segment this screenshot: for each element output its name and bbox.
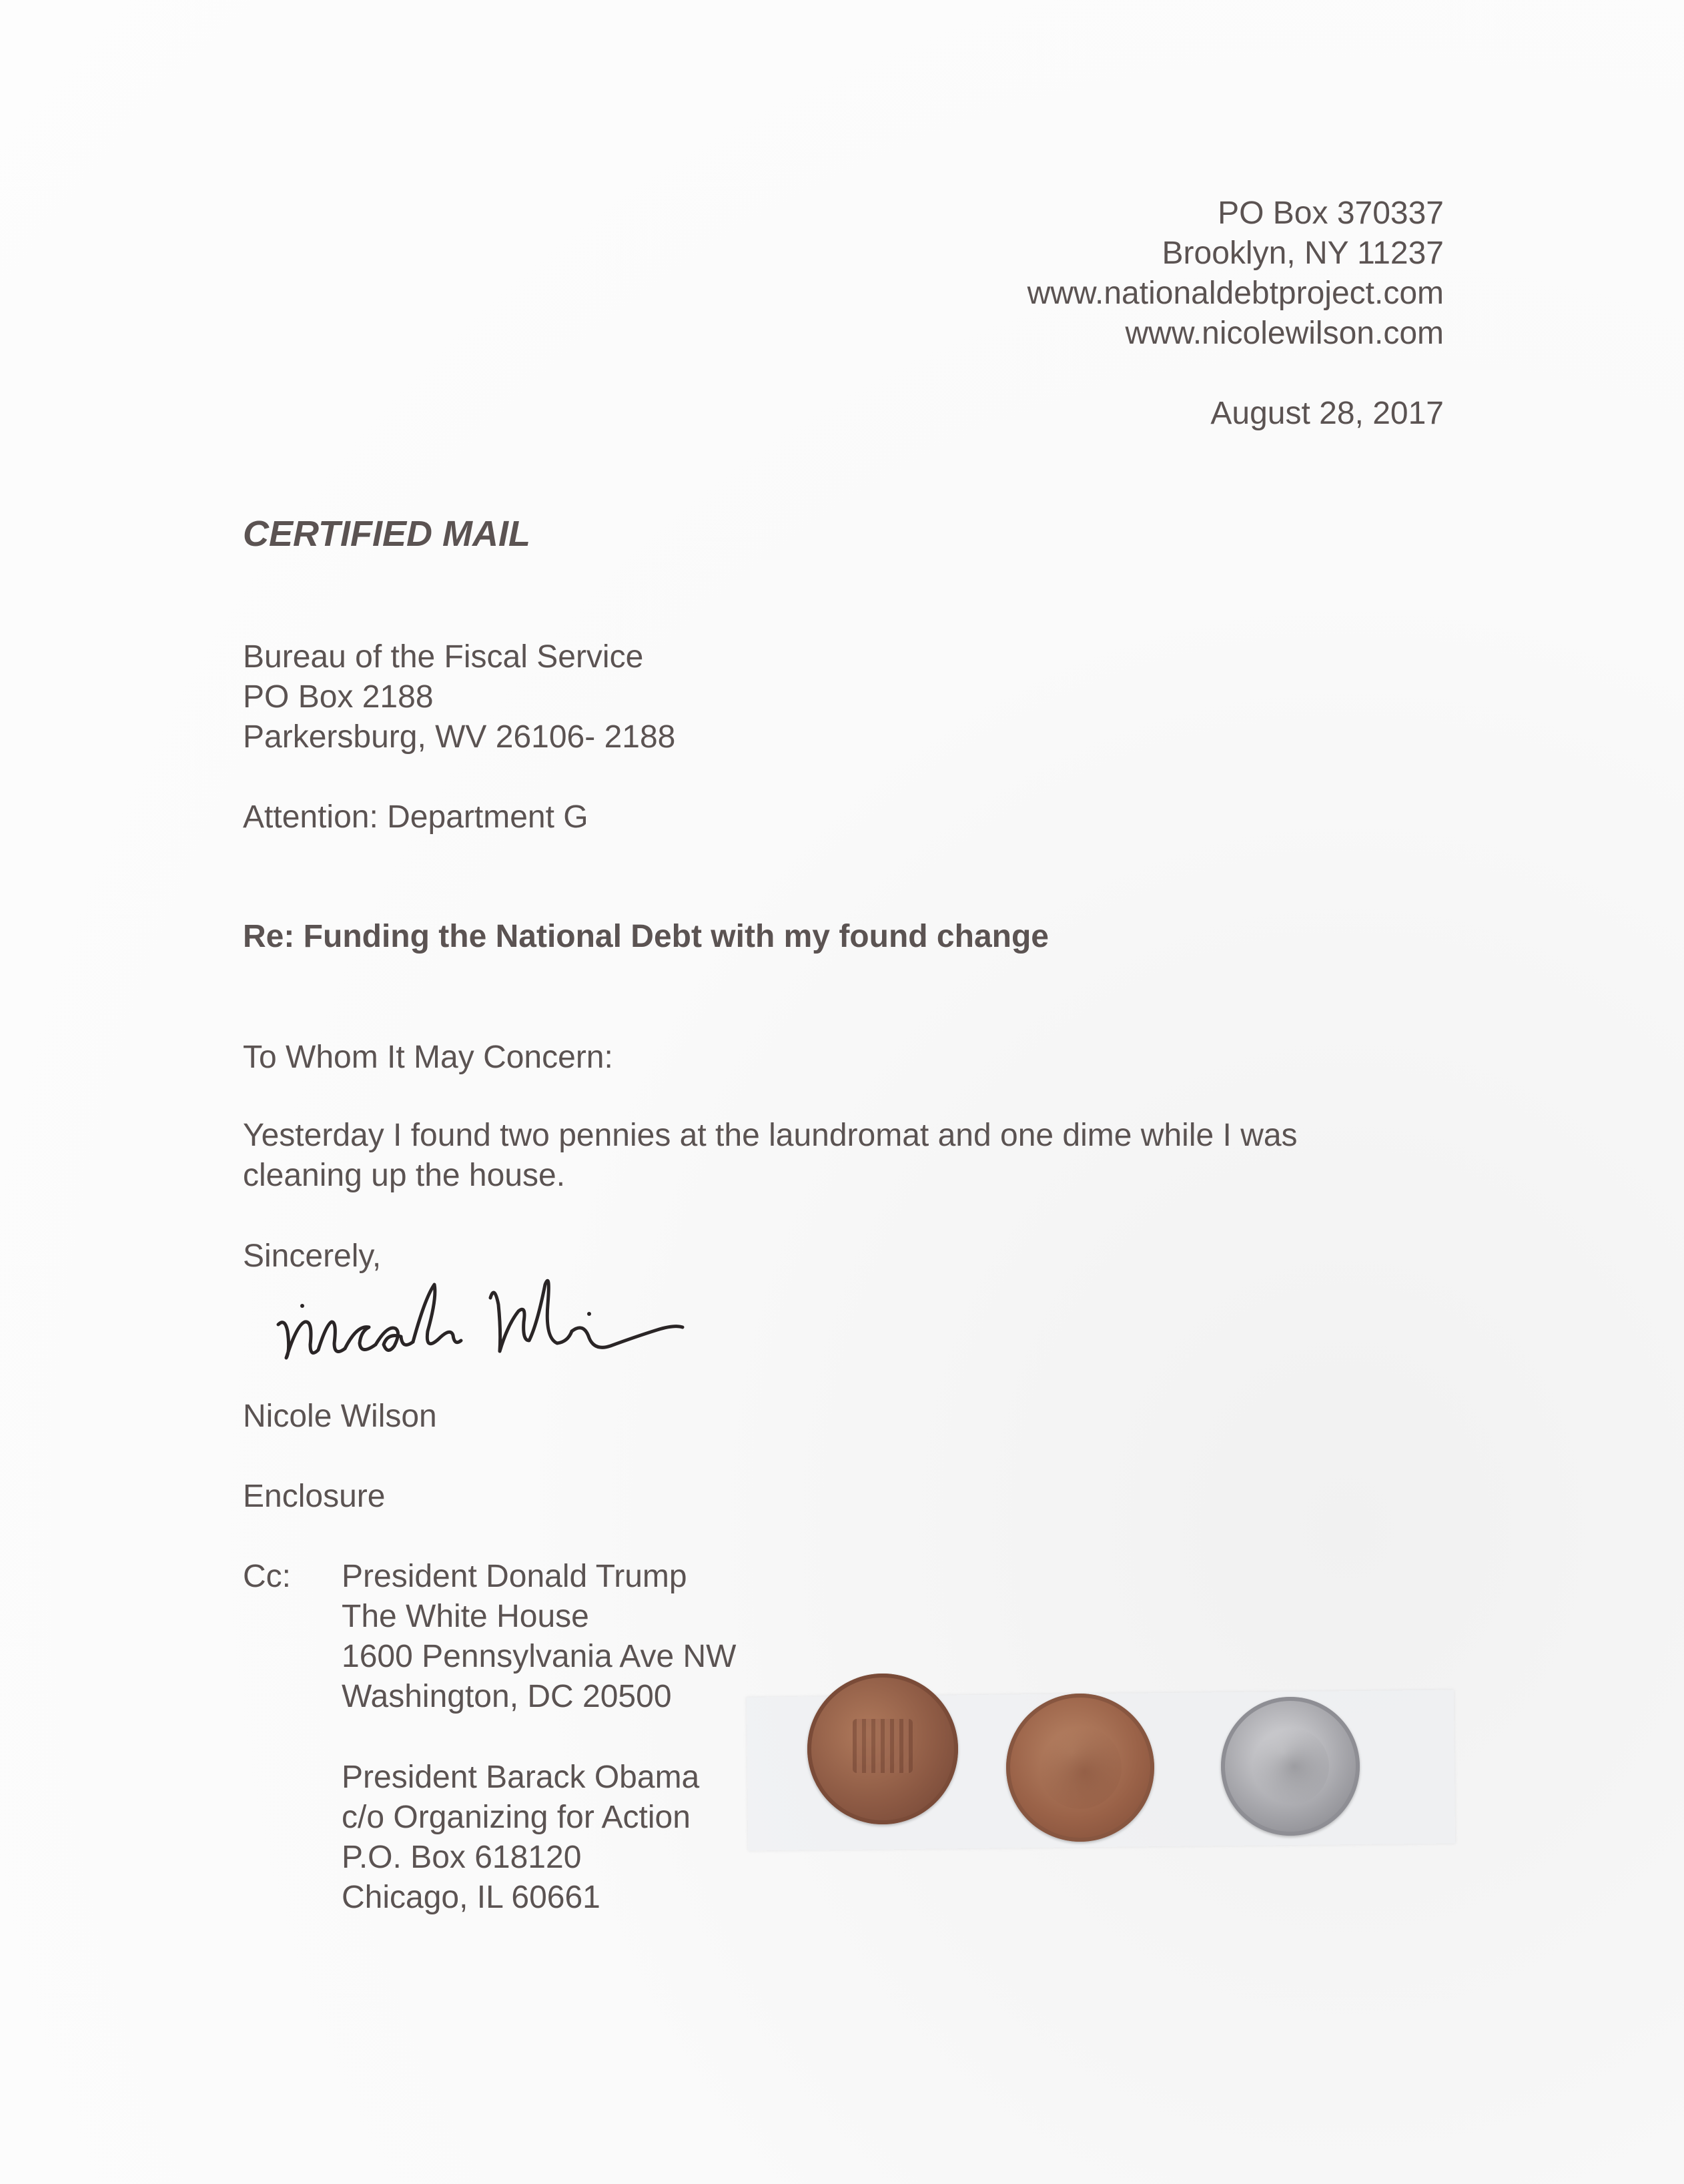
recipient-address-line: Bureau of the Fiscal Service [243, 639, 644, 675]
recipient-address-line: Parkersburg, WV 26106- 2188 [243, 719, 676, 755]
recipient-address [243, 637, 675, 757]
cc-recipient [342, 1557, 736, 1717]
letter-body [243, 1116, 1444, 1196]
dime-coin [1221, 1697, 1360, 1836]
memorial-building-detail [853, 1719, 913, 1773]
body-line: Yesterday I found two pennies at the laundromat and one dime while I was [243, 1118, 1298, 1153]
salutation: To Whom It May Concern: [243, 1040, 613, 1075]
portrait-detail [1039, 1726, 1122, 1809]
cc-address-line: Washington, DC 20500 [342, 1679, 672, 1714]
cc-label: Cc: [243, 1559, 291, 1594]
cc-address-line: President Barack Obama [342, 1760, 700, 1795]
sender-website-link: www.nationaldebtproject.com [1027, 276, 1444, 311]
attention-line: Attention: Department G [243, 799, 588, 835]
cc-address-line: Chicago, IL 60661 [342, 1880, 600, 1915]
cc-address-line: c/o Organizing for Action [342, 1800, 691, 1835]
body-line: cleaning up the house. [243, 1158, 566, 1193]
cc-address-line: The White House [342, 1599, 589, 1634]
closing: Sincerely, [243, 1238, 382, 1274]
sender-address [1027, 194, 1444, 354]
cc-address-line: 1600 Pennsylvania Ave NW [342, 1639, 737, 1674]
sender-website-link: www.nicolewilson.com [1125, 316, 1444, 351]
cc-recipient [342, 1758, 699, 1918]
penny-coin-obverse [1006, 1694, 1154, 1842]
recipient-address-line: PO Box 2188 [243, 679, 434, 715]
penny-coin-reverse [807, 1674, 958, 1824]
cc-address-line: President Donald Trump [342, 1559, 687, 1594]
portrait-detail [1252, 1728, 1329, 1805]
sender-address-line: PO Box 370337 [1218, 196, 1444, 231]
mail-type-heading: CERTIFIED MAIL [243, 514, 530, 554]
subject-line: Re: Funding the National Debt with my found change [243, 919, 1049, 954]
letter-date: August 28, 2017 [1210, 396, 1444, 431]
handwritten-signature [270, 1258, 691, 1378]
cc-address-line: P.O. Box 618120 [342, 1840, 582, 1875]
enclosure-note: Enclosure [243, 1479, 386, 1514]
sender-name: Nicole Wilson [243, 1399, 437, 1434]
sender-address-line: Brooklyn, NY 11237 [1162, 236, 1444, 271]
